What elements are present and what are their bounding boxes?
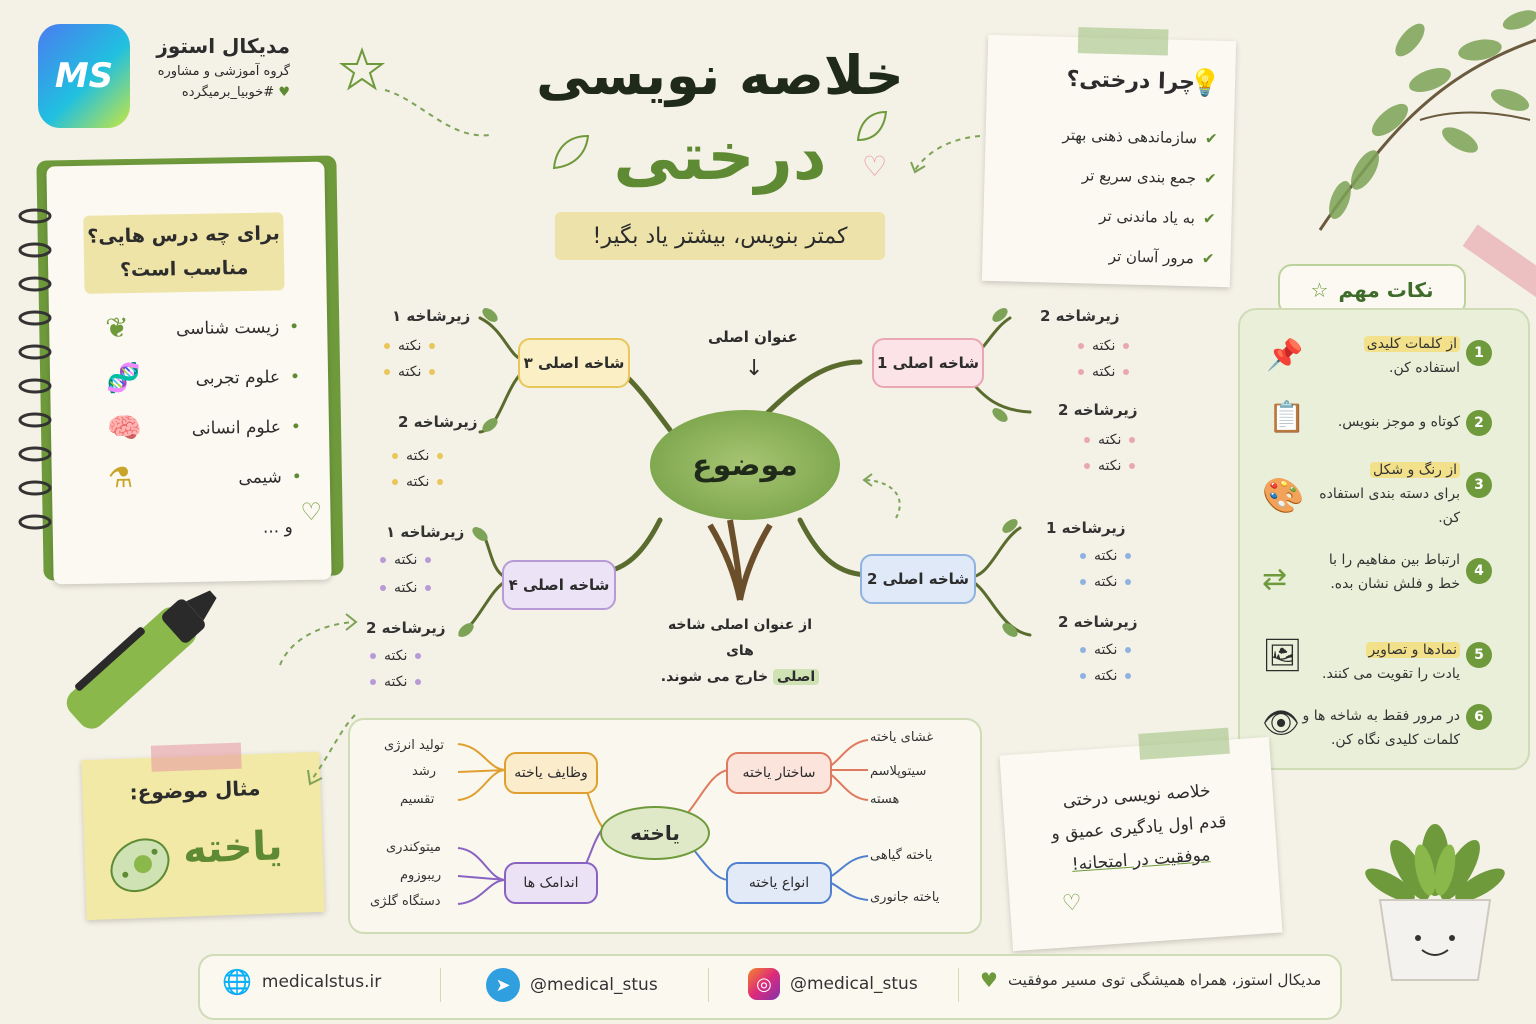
main-title-label: عنوان اصلی: [708, 328, 798, 346]
footer-website[interactable]: [222, 968, 381, 996]
branch2-point: [1072, 638, 1139, 662]
cell-organelles-item: ریبوزوم: [400, 868, 442, 883]
branch4-point: [372, 548, 439, 572]
tip-item: [1310, 458, 1460, 530]
branch1-node: شاخه اصلی 1: [872, 338, 984, 388]
arrow-down-icon: ↓: [745, 356, 764, 381]
branch1-sub2: زیرشاخه 2: [1058, 401, 1138, 419]
lessons-notebook: [46, 162, 331, 585]
branch4-node: شاخه اصلی ۴: [502, 560, 616, 610]
topic-canopy: [650, 410, 840, 520]
tip-text: کوتاه و موجز بنویس.: [1337, 414, 1460, 430]
brand-hashtag: ♥ #خوبیا_برمیگرده: [181, 85, 290, 100]
point-text: نکته: [1094, 642, 1118, 658]
tip-text: ارتباط بین مفاهیم را با خط و فلش نشان بده.: [1328, 552, 1460, 592]
why-item: [1059, 235, 1215, 279]
point-text: نکته: [1092, 338, 1116, 354]
branch3-point: [384, 444, 451, 468]
brand-name: مدیکال استوز: [156, 34, 290, 58]
branch3-sub1: زیرشاخه ۱: [392, 307, 471, 325]
branch3-sub2: زیرشاخه 2: [398, 413, 478, 431]
check-icon: ✔: [1204, 129, 1218, 148]
brand-info: [150, 34, 290, 100]
point-text: نکته: [1098, 458, 1122, 474]
point-text: نکته: [394, 580, 418, 596]
lesson-item-text: علوم تجربی: [195, 367, 281, 389]
cell-structure-item: هسته: [870, 792, 900, 807]
quote-text: [1026, 773, 1252, 884]
tip-number: 6: [1466, 704, 1492, 730]
point-text: نکته: [1098, 432, 1122, 448]
star-icon: ☆: [1310, 278, 1329, 302]
lessons-title: [83, 212, 284, 293]
point-text: نکته: [406, 448, 430, 464]
lesson-item-text: شیمی: [238, 467, 282, 489]
tip-item: [1310, 332, 1460, 380]
lesson-item-text: علوم انسانی: [191, 417, 282, 439]
mindmap-note-line1: از عنوان اصلی شاخه های: [667, 617, 813, 659]
instagram-icon: ◎: [748, 968, 780, 1000]
leaf-doodle-right-icon: [852, 106, 892, 146]
branch4-sub2: زیرشاخه 2: [366, 619, 446, 637]
check-icon: ✔: [1203, 169, 1217, 188]
tip-item: [1310, 410, 1460, 434]
highlighter-marker-icon: [30, 548, 260, 758]
branch2-point: [1072, 570, 1139, 594]
why-item-text: مرور آسان تر: [1108, 247, 1195, 268]
tip-text: یادت را تقویت می کنند.: [1322, 666, 1460, 682]
star-doodle-icon: [338, 46, 386, 94]
branch2-node: شاخه اصلی 2: [860, 554, 976, 604]
tip-item: [1310, 638, 1460, 686]
title-line2: درختی: [613, 118, 827, 195]
footer-divider: [440, 968, 441, 1002]
brand-hashtag-text: #خوبیا_برمیگرده: [181, 85, 275, 100]
branch1-point: [1076, 428, 1143, 452]
tip-number: 5: [1466, 642, 1492, 668]
point-text: نکته: [384, 674, 408, 690]
cell-functions-item: تقسیم: [400, 792, 435, 807]
footer-instagram[interactable]: [748, 968, 918, 1000]
branch3-point: [376, 360, 443, 384]
branch4-point: [372, 576, 439, 600]
slogan-text: مدیکال استوز، همراه همیشگی توی مسیر موفقیت: [1007, 971, 1322, 989]
dashed-arrow-canopy: [856, 470, 916, 520]
tip-text: برای دسته بندی استفاده کن.: [1319, 486, 1460, 526]
leaf-doodle-icon: [548, 130, 594, 174]
topic-center: موضوع: [692, 447, 798, 483]
why-item-text: جمع بندی سریع تر: [1081, 166, 1197, 188]
dashed-arrow-why: [905, 128, 985, 178]
cell-types-item: یاخته گیاهی: [870, 848, 933, 863]
point-text: نکته: [394, 552, 418, 568]
branch2-sub2: زیرشاخه 2: [1058, 613, 1138, 631]
mindmap-note-line2: خارج می شوند.: [660, 669, 769, 685]
heart-icon: ♥: [980, 968, 998, 992]
footer-slogan: [980, 968, 1321, 992]
branch3-point: [376, 334, 443, 358]
eye-icon: 👁: [1262, 706, 1301, 741]
cell-map-center: یاخته: [600, 806, 710, 860]
cell-functions-item: تولید انرژی: [384, 738, 445, 753]
palette-icon: 🎨: [1262, 476, 1305, 516]
plant-pot-icon: [1350, 800, 1520, 990]
tip-number: 1: [1466, 340, 1492, 366]
branch2-point: [1072, 544, 1139, 568]
branch-leaves-decoration: [1280, 0, 1536, 240]
telegram-icon: ➤: [486, 968, 520, 1002]
quote-line2: قدم اول یادگیری عمیق و: [1050, 812, 1228, 845]
mindmap-note-highlight: اصلی: [773, 669, 819, 685]
point-text: نکته: [398, 364, 422, 380]
branch1-point: [1076, 454, 1143, 478]
tip-text: در مرور فقط به شاخه ها و کلمات کلیدی نگاه کن.: [1302, 708, 1460, 748]
point-text: نکته: [1094, 668, 1118, 684]
cell-functions-node: وظایف یاخته: [504, 752, 598, 794]
example-topic: یاخته: [182, 823, 284, 873]
lesson-item: •شیمی: [238, 467, 303, 489]
arrows-exchange-icon: ⇄: [1262, 562, 1288, 597]
example-label: مثال موضوع:: [129, 775, 261, 805]
quote-line3: موفقیت در امتحانه!: [1071, 845, 1212, 875]
instagram-text[interactable]: @medical_stus: [790, 974, 918, 994]
lesson-item: •علوم تجربی: [195, 367, 301, 389]
brand-logo: [38, 24, 130, 128]
heart-doodle-quote-icon: ♡: [1061, 890, 1083, 917]
branch1-sub1: زیرشاخه 2: [1040, 307, 1120, 325]
lesson-item: •علوم انسانی: [191, 417, 302, 439]
example-note: [81, 752, 324, 920]
cell-organelles-node: اندامک ها: [504, 862, 598, 904]
lesson-item-text: و ...: [262, 517, 293, 538]
lessons-list: [176, 302, 304, 554]
heart-doodle-small-icon: ♡: [300, 497, 323, 527]
branch2-sub1: زیرشاخه 1: [1046, 519, 1126, 537]
dashed-arrow-left: [270, 610, 360, 670]
why-item-text: سازماندهی ذهنی بهتر: [1062, 125, 1198, 148]
lessons-title-line2: مناسب است؟: [119, 256, 249, 282]
why-item: [1060, 195, 1216, 239]
tip-text: استفاده کن.: [1389, 360, 1460, 376]
point-text: نکته: [384, 648, 408, 664]
cell-structure-node: ساختار یاخته: [726, 752, 832, 794]
tip-number: 2: [1466, 410, 1492, 436]
cell-structure-item: غشای یاخته: [870, 730, 934, 745]
cell-types-node: انواع یاخته: [726, 862, 832, 904]
cell-icon: [104, 829, 176, 901]
tip-number: 3: [1466, 472, 1492, 498]
brand-tagline: گروه آموزشی و مشاوره: [157, 64, 290, 79]
cell-functions-item: رشد: [412, 764, 436, 779]
globe-icon: 🌐: [222, 968, 252, 996]
telegram-text[interactable]: @medical_stus: [530, 975, 658, 995]
tip-highlight: از رنگ و شکل: [1370, 462, 1460, 478]
notebook-spiral: [10, 200, 60, 560]
why-item: [1061, 155, 1217, 199]
branch3-point: [384, 470, 451, 494]
mindmap-note: [655, 612, 825, 690]
cell-structure-item: سیتوپلاسم: [870, 764, 927, 779]
lessons-title-line1: برای چه درس هایی؟: [87, 222, 281, 248]
dashed-arrow-decoration: [380, 80, 500, 150]
lesson-item-text: زیست شناسی: [175, 317, 280, 340]
cell-organelles-item: میتوکندری: [386, 840, 441, 855]
point-text: نکته: [1092, 364, 1116, 380]
tip-number: 4: [1466, 558, 1492, 584]
point-text: نکته: [406, 474, 430, 490]
point-text: نکته: [1094, 548, 1118, 564]
brand-logo-text: MS: [54, 56, 114, 96]
why-item: [1062, 115, 1218, 159]
pushpin-icon: 📌: [1266, 338, 1304, 373]
footer-telegram[interactable]: [486, 968, 658, 1002]
branch3-node: شاخه اصلی ۳: [518, 338, 630, 388]
check-icon: ✔: [1202, 209, 1216, 228]
heart-doodle-icon: ♡: [862, 150, 888, 183]
tip-item: [1310, 548, 1460, 596]
tip-highlight: نمادها و تصاویر: [1366, 642, 1460, 658]
title-subtitle: کمتر بنویس، بیشتر یاد بگیر!: [555, 212, 885, 260]
why-card: [982, 35, 1236, 287]
title-line1: خلاصه نویسی: [536, 44, 904, 107]
why-item-text: به یاد ماندنی تر: [1099, 206, 1196, 228]
quote-line1: خلاصه نویسی درختی: [1062, 781, 1212, 812]
quote-card: [999, 737, 1282, 951]
why-list: [1059, 115, 1218, 279]
checklist-icon: 📋: [1268, 400, 1306, 435]
branch4-point: [362, 670, 429, 694]
tip-highlight: از کلمات کلیدی: [1364, 336, 1460, 352]
tips-title: نکات مهم: [1338, 278, 1434, 302]
leaf-icon: ❦: [104, 311, 129, 345]
tip-item: [1296, 704, 1460, 752]
lesson-item: [179, 502, 303, 554]
brain-icon: 🧠: [106, 410, 143, 445]
footer-divider: [958, 968, 959, 1002]
branch1-point: [1070, 334, 1137, 358]
image-icon: 🖼: [1262, 636, 1303, 674]
dna-icon: 🧬: [105, 360, 142, 395]
website-text[interactable]: medicalstus.ir: [261, 972, 382, 992]
flask-icon: ⚗: [107, 460, 134, 495]
branch4-sub1: زیرشاخه ۱: [386, 523, 465, 541]
lesson-item: •زیست شناسی: [175, 317, 300, 340]
lightbulb-icon: 💡: [1188, 68, 1222, 99]
cell-types-item: یاخته جانوری: [870, 890, 940, 905]
footer-divider: [708, 968, 709, 1002]
cell-organelles-item: دستگاه گلژی: [370, 894, 441, 909]
why-title: چرا درختی؟: [1066, 66, 1196, 96]
branch1-point: [1070, 360, 1137, 384]
point-text: نکته: [398, 338, 422, 354]
branch4-point: [362, 644, 429, 668]
branch2-point: [1072, 664, 1139, 688]
check-icon: ✔: [1201, 249, 1215, 268]
point-text: نکته: [1094, 574, 1118, 590]
